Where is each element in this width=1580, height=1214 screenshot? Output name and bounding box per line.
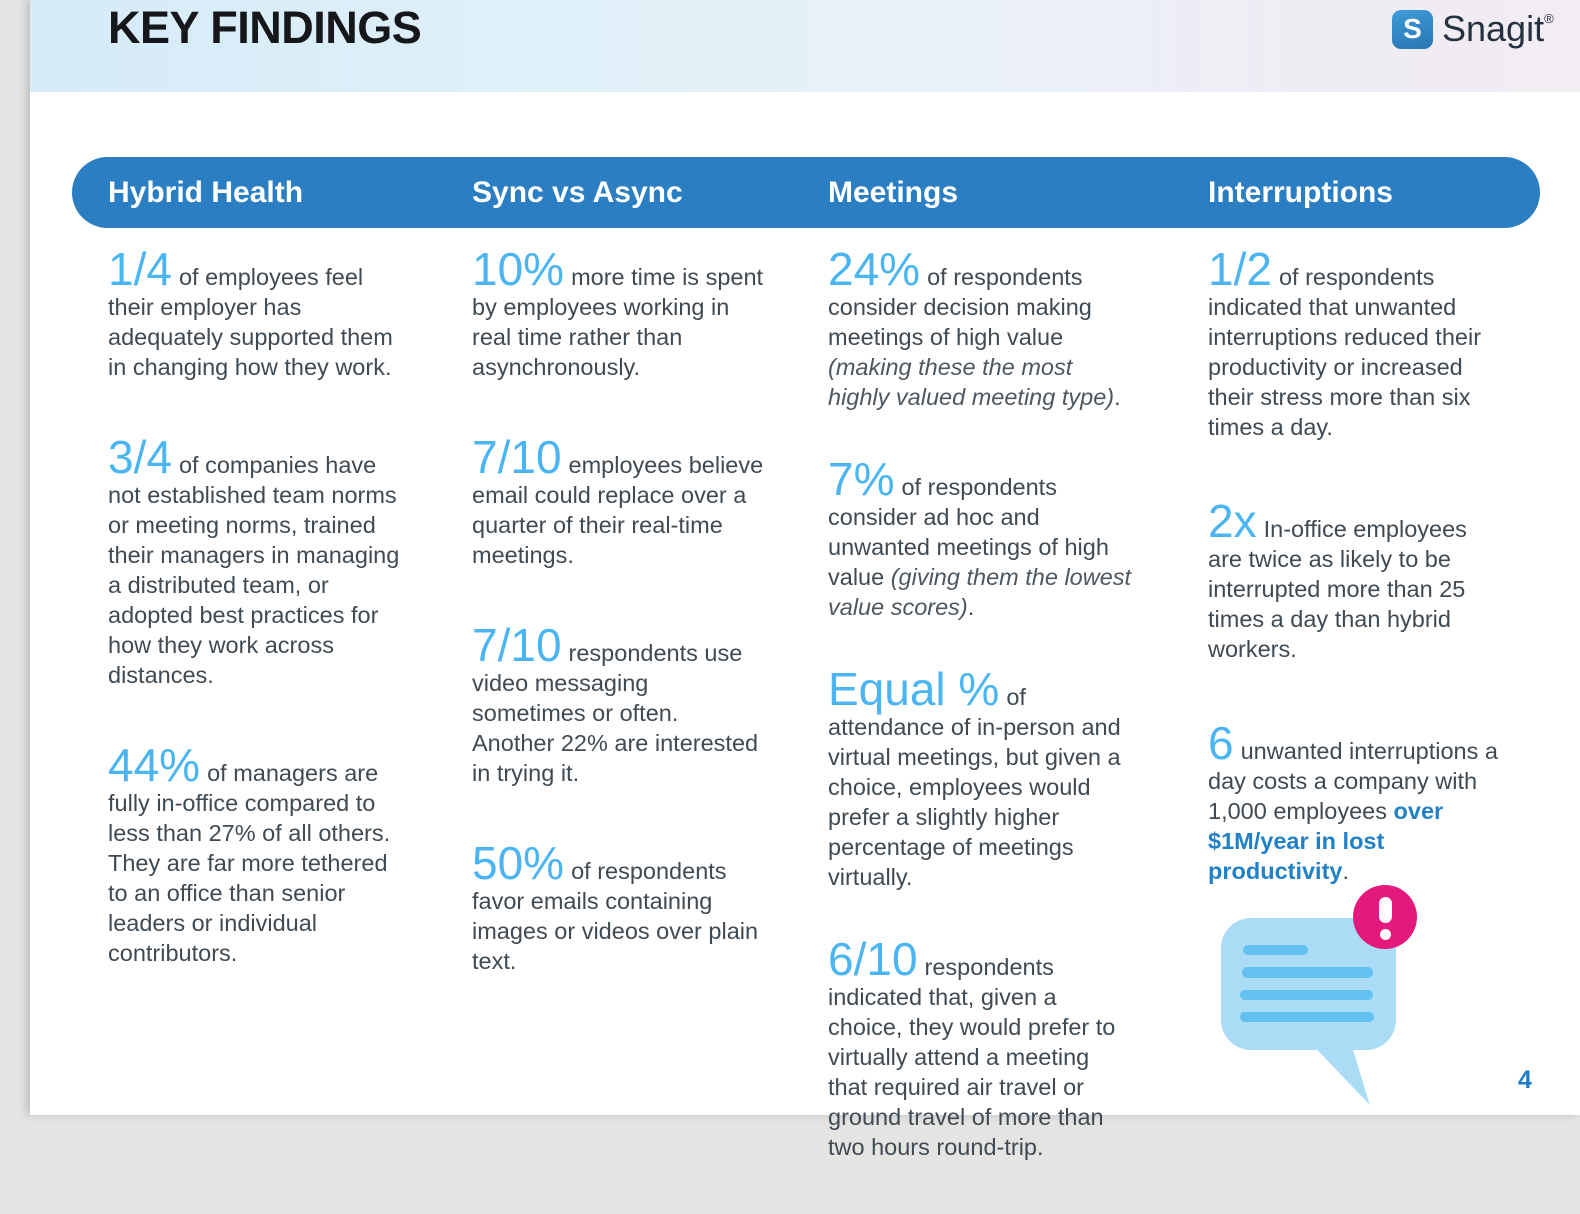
stat-text: unwanted interruptions a day costs a company with 1,000 employees [1208, 738, 1498, 824]
speech-bubble-text-line [1240, 1012, 1374, 1022]
speech-bubble-text-line [1242, 967, 1373, 978]
stat-item [828, 243, 1132, 412]
page-number: 4 [1518, 1066, 1532, 1094]
category-title-sync-vs-async: Sync vs Async [472, 176, 683, 209]
stat-number: 50% [472, 837, 565, 889]
stat-item [1208, 495, 1498, 664]
stat-item [472, 431, 764, 570]
speech-bubble-tail [1310, 1045, 1375, 1105]
speech-bubble-text-line [1243, 945, 1308, 955]
stat-item [828, 663, 1132, 892]
brand-logo [1392, 8, 1554, 50]
stat-number: 7/10 [472, 431, 562, 483]
speech-bubble-alert-icon [1210, 875, 1460, 1110]
category-title-hybrid-health: Hybrid Health [108, 176, 304, 209]
stat-number: Equal % [828, 663, 1000, 715]
stat-number: 10% [472, 243, 565, 295]
viewer-background-strip [0, 0, 30, 1115]
stat-item [108, 431, 410, 690]
stat-number: 3/4 [108, 431, 172, 483]
stat-number: 7/10 [472, 619, 562, 671]
stat-item [108, 243, 410, 382]
category-title-interruptions: Interruptions [1208, 176, 1393, 209]
category-bar [72, 157, 1540, 228]
stat-text: respondents indicated that, given a choice, they would prefer to virtually attend a meeting that required air travel or ground travel of more than two hours round-trip. [828, 954, 1116, 1160]
stat-number: 1/2 [1208, 243, 1272, 295]
stat-item [828, 933, 1132, 1162]
stat-text: of managers are fully in-office compared to less than 27% of all others. They are far more tethered to an office than senior leaders or individual contributors. [108, 760, 391, 966]
stat-item [472, 243, 764, 382]
registered-mark: ® [1544, 11, 1554, 26]
brand-name [1442, 8, 1554, 50]
stat-text: of attendance of in-person and virtual meetings, but given a choice, employees would prefer a slightly higher percentage of meetings virtually. [828, 684, 1121, 890]
column-meetings [828, 243, 1208, 1214]
stat-text: of respondents consider ad hoc and unwanted meetings of high value [828, 474, 1109, 590]
header-band [30, 0, 1580, 92]
stat-number: 1/4 [108, 243, 172, 295]
stat-text: . [1342, 858, 1350, 884]
stat-text: . [1114, 384, 1121, 410]
stat-text: of companies have not established team norms or meeting norms, trained their managers in managing a distributed team, or adopted best practices for how they work across distances. [108, 452, 400, 688]
exclamation-dot [1380, 929, 1391, 940]
stat-number: 44% [108, 739, 201, 791]
exclamation-badge-icon [1353, 885, 1417, 949]
stat-item [472, 837, 764, 976]
stat-item [1208, 717, 1498, 886]
stat-item [828, 453, 1132, 622]
stat-text: of respondents indicated that unwanted interruptions reduced their productivity or increased their stress more than six times a day. [1208, 264, 1482, 440]
stat-text: of respondents favor emails containing images or videos over plain text. [472, 858, 759, 974]
stat-text-italic: (making these the most highly valued meeting type) [828, 354, 1115, 410]
stat-item [108, 739, 410, 968]
stat-text: . [967, 594, 975, 620]
stat-number: 6/10 [828, 933, 918, 985]
stat-item [1208, 243, 1498, 442]
stat-number: 24% [828, 243, 921, 295]
stat-text: employees believe email could replace over a quarter of their real-time meetings. [472, 452, 764, 568]
document-page [30, 0, 1580, 1160]
speech-bubble-text-line [1240, 990, 1373, 1000]
brand-name-text: Snagit [1442, 8, 1545, 49]
exclamation-bar [1379, 897, 1392, 923]
stat-number: 2x [1208, 495, 1257, 547]
stat-text-italic: (giving them the lowest value scores) [828, 564, 1132, 620]
snagit-logo-icon: S [1392, 10, 1433, 49]
stat-text-highlight: over $1M/year in lost productivity [1208, 798, 1444, 884]
stat-text: respondents use video messaging sometimes or often. Another 22% are interested in trying it. [472, 640, 759, 786]
stat-text: of respondents consider decision making meetings of high value [828, 264, 1092, 350]
column-hybrid-health [108, 243, 472, 1214]
stat-text: of employees feel their employer has adequately supported them in changing how they work. [108, 264, 393, 380]
page-title: KEY FINDINGS [108, 2, 422, 53]
stat-number: 7% [828, 453, 895, 505]
column-sync-vs-async [472, 243, 828, 1214]
stat-item [472, 619, 764, 788]
stat-number: 6 [1208, 717, 1234, 769]
category-title-meetings: Meetings [828, 176, 959, 209]
stat-text: more time is spent by employees working in real time rather than asynchronously. [472, 264, 764, 380]
stat-text: In-office employees are twice as likely to be interrupted more than 25 times a day than hybrid workers. [1208, 516, 1467, 662]
